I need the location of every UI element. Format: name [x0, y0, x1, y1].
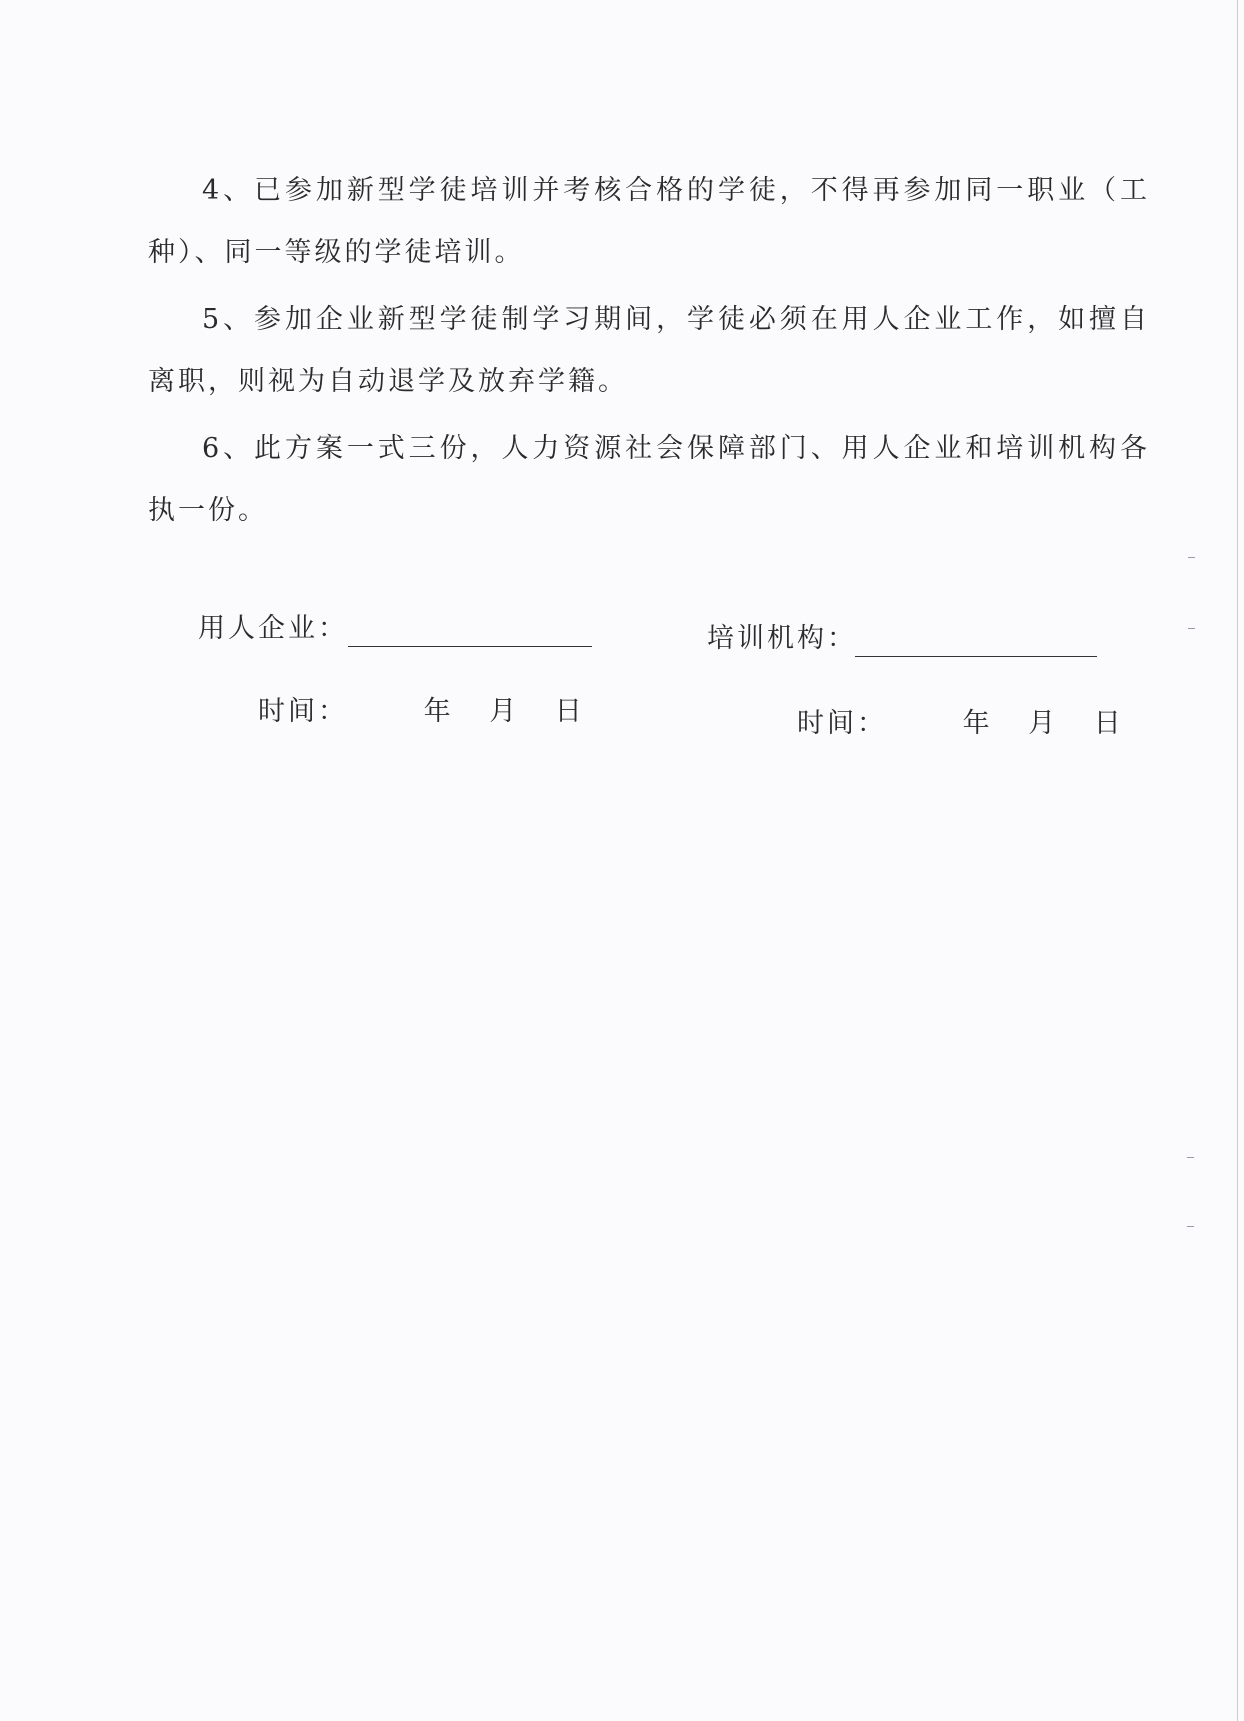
- enterprise-date-row: [258, 695, 585, 729]
- scan-speck: [1187, 1157, 1194, 1158]
- enterprise-signature-line: [348, 646, 592, 647]
- institution-day-label: 日: [1093, 708, 1124, 739]
- institution-date-row: [797, 707, 1124, 741]
- institution-time-label: 时间：: [797, 708, 887, 739]
- page-edge: [1237, 0, 1238, 1721]
- scan-speck: [1187, 1226, 1194, 1227]
- enterprise-month-label: 月: [489, 696, 520, 727]
- paragraph-6: 6、此方案一式三份，人力资源社会保障部门、用人企业和培训机构各执一份。: [148, 433, 1150, 526]
- enterprise-time-label: 时间：: [258, 696, 348, 727]
- enterprise-day-label: 日: [554, 696, 585, 727]
- enterprise-label: 用人企业：: [198, 613, 348, 644]
- institution-signature-line: [855, 656, 1097, 657]
- enterprise-year-label: 年: [423, 696, 454, 727]
- paragraph-4: 4、已参加新型学徒培训并考核合格的学徒，不得再参加同一职业（工种）、同一等级的学徒培训。: [148, 175, 1150, 268]
- institution-year-label: 年: [962, 708, 993, 739]
- paragraph-5: 5、参加企业新型学徒制学习期间，学徒必须在用人企业工作，如擅自离职，则视为自动退学及放弃学籍。: [148, 304, 1150, 397]
- institution-month-label: 月: [1028, 708, 1059, 739]
- scan-speck: [1188, 628, 1195, 629]
- scan-speck: [1188, 557, 1195, 558]
- institution-label: 培训机构：: [707, 623, 857, 654]
